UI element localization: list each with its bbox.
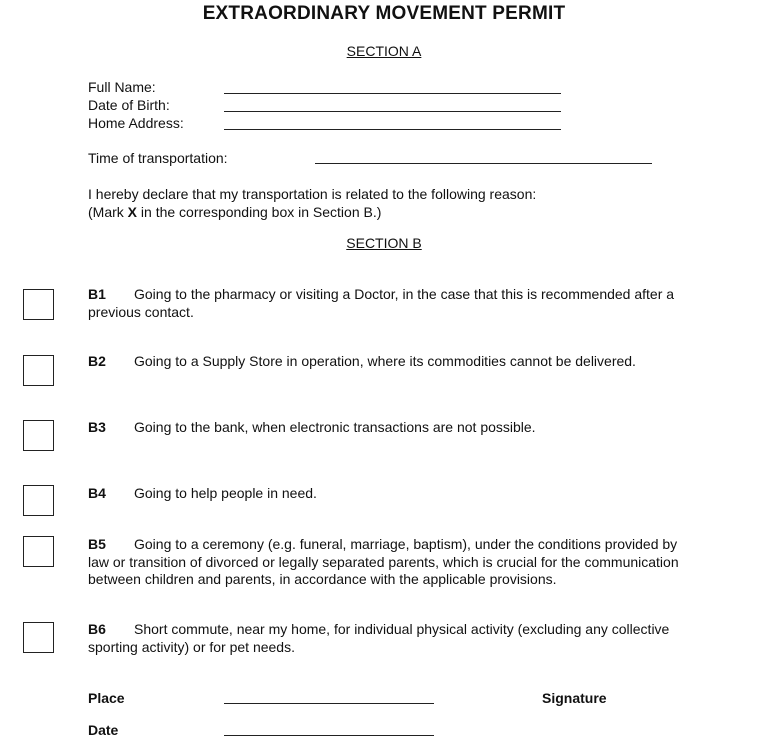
reason-code: B2 (88, 353, 106, 369)
reason-code: B6 (88, 621, 106, 637)
reason-b2 (88, 353, 688, 371)
checkbox-b5[interactable] (23, 536, 54, 567)
page-title: EXTRAORDINARY MOVEMENT PERMIT (202, 3, 566, 24)
reason-text: Going to the bank, when electronic transactions are not possible. (134, 419, 536, 435)
mark-symbol: X (127, 204, 138, 220)
declaration-text (88, 185, 536, 221)
declaration-instruction: (Mark X in the corresponding box in Section B.) (88, 204, 382, 220)
reason-text: Going to help people in need. (134, 485, 317, 501)
full-name-label: Full Name: (88, 79, 156, 95)
checkbox-b4[interactable] (23, 485, 54, 516)
home-address-label: Home Address: (88, 115, 184, 131)
reason-b3 (88, 419, 688, 437)
reason-b4 (88, 485, 688, 503)
checkbox-b1[interactable] (23, 289, 54, 320)
date-of-birth-field[interactable] (224, 111, 561, 112)
reason-text: Short commute, near my home, for individual physical activity (excluding any collective sporting activity) or for pet needs. (88, 621, 670, 655)
place-field[interactable] (224, 703, 434, 704)
checkbox-b3[interactable] (23, 420, 54, 451)
reason-code: B5 (88, 536, 106, 552)
reason-code: B3 (88, 419, 106, 435)
transport-time-field[interactable] (315, 163, 652, 164)
full-name-field[interactable] (224, 93, 561, 94)
declaration-line: I hereby declare that my transportation is related to the following reason: (88, 186, 537, 202)
reason-b1 (88, 286, 688, 321)
reason-b5 (88, 536, 688, 589)
reason-text: Going to a ceremony (e.g. funeral, marriage, baptism), under the conditions provided by law or transition of divorced or legally separated parents, which is crucial for the communication between children and parents, in accordance with the applicable provisions. (88, 536, 679, 587)
checkbox-b2[interactable] (23, 355, 54, 386)
home-address-field[interactable] (224, 129, 561, 130)
place-label: Place (88, 690, 125, 706)
reason-code: B4 (88, 485, 106, 501)
reason-code: B1 (88, 286, 106, 302)
signature-label: Signature (542, 690, 607, 706)
reason-text: Going to the pharmacy or visiting a Doctor, in the case that this is recommended after a previous contact. (88, 286, 675, 320)
checkbox-b6[interactable] (23, 622, 54, 653)
date-field[interactable] (224, 735, 434, 736)
transport-time-label: Time of transportation: (88, 150, 228, 166)
reason-b6 (88, 621, 688, 656)
section-a-heading: SECTION A (346, 43, 422, 59)
reason-text: Going to a Supply Store in operation, where its commodities cannot be delivered. (134, 353, 636, 369)
section-b-heading: SECTION B (346, 235, 422, 251)
date-of-birth-label: Date of Birth: (88, 97, 170, 113)
date-label: Date (88, 722, 119, 738)
